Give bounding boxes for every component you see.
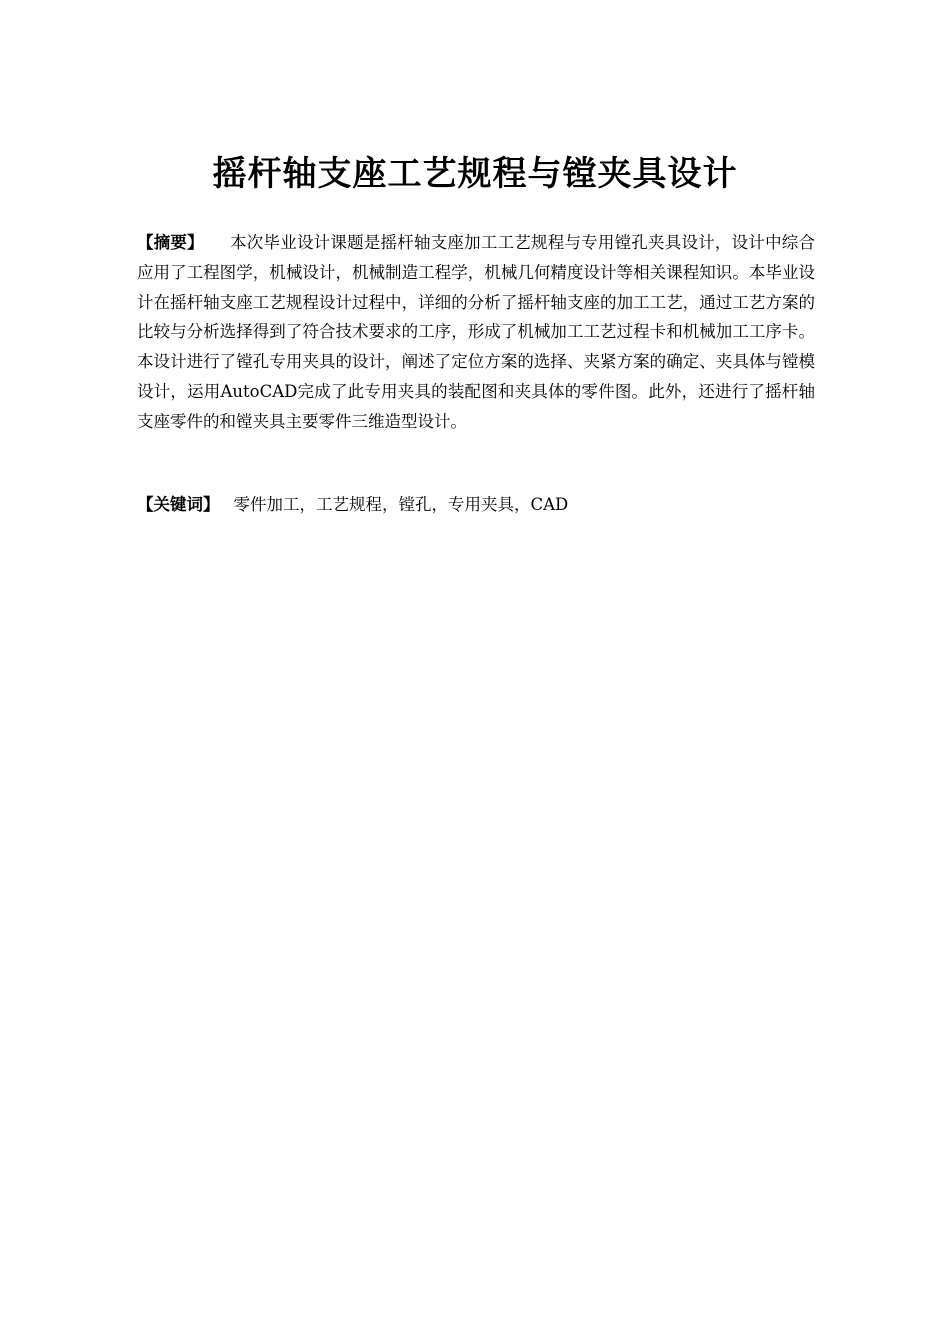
keywords-label: 【关键词】 (137, 495, 220, 514)
abstract-text: 本次毕业设计课题是摇杆轴支座加工工艺规程与专用镗孔夹具设计，设计中综合应用了工程图学，机械设计，机械制造工程学，机械几何精度设计等相关课程知识。本毕业设计在摇杆轴支座工艺规程设计过程中，详细的分析了摇杆轴支座的加工工艺，通过工艺方案的比较与分析选择得到了符合技术要求的工序，形成了机械加工工艺过程卡和机械加工工序卡。本设计进行了镗孔专用夹具的设计，阐述了定位方案的选择、夹紧方案的确定、夹具体与镗模设计，运用AutoCAD完成了此专用夹具的装配图和夹具体的零件图。此外，还进行了摇杆轴支座零件的和镗夹具主要零件三维造型设计。 (137, 233, 816, 431)
abstract-paragraph (137, 228, 815, 437)
document-title: 摇杆轴支座工艺规程与镗夹具设计 (212, 154, 738, 194)
abstract-label: 【摘要】 (137, 233, 204, 252)
keywords-paragraph (137, 490, 815, 520)
keywords-text: 零件加工，工艺规程，镗孔，专用夹具，CAD (233, 495, 569, 514)
